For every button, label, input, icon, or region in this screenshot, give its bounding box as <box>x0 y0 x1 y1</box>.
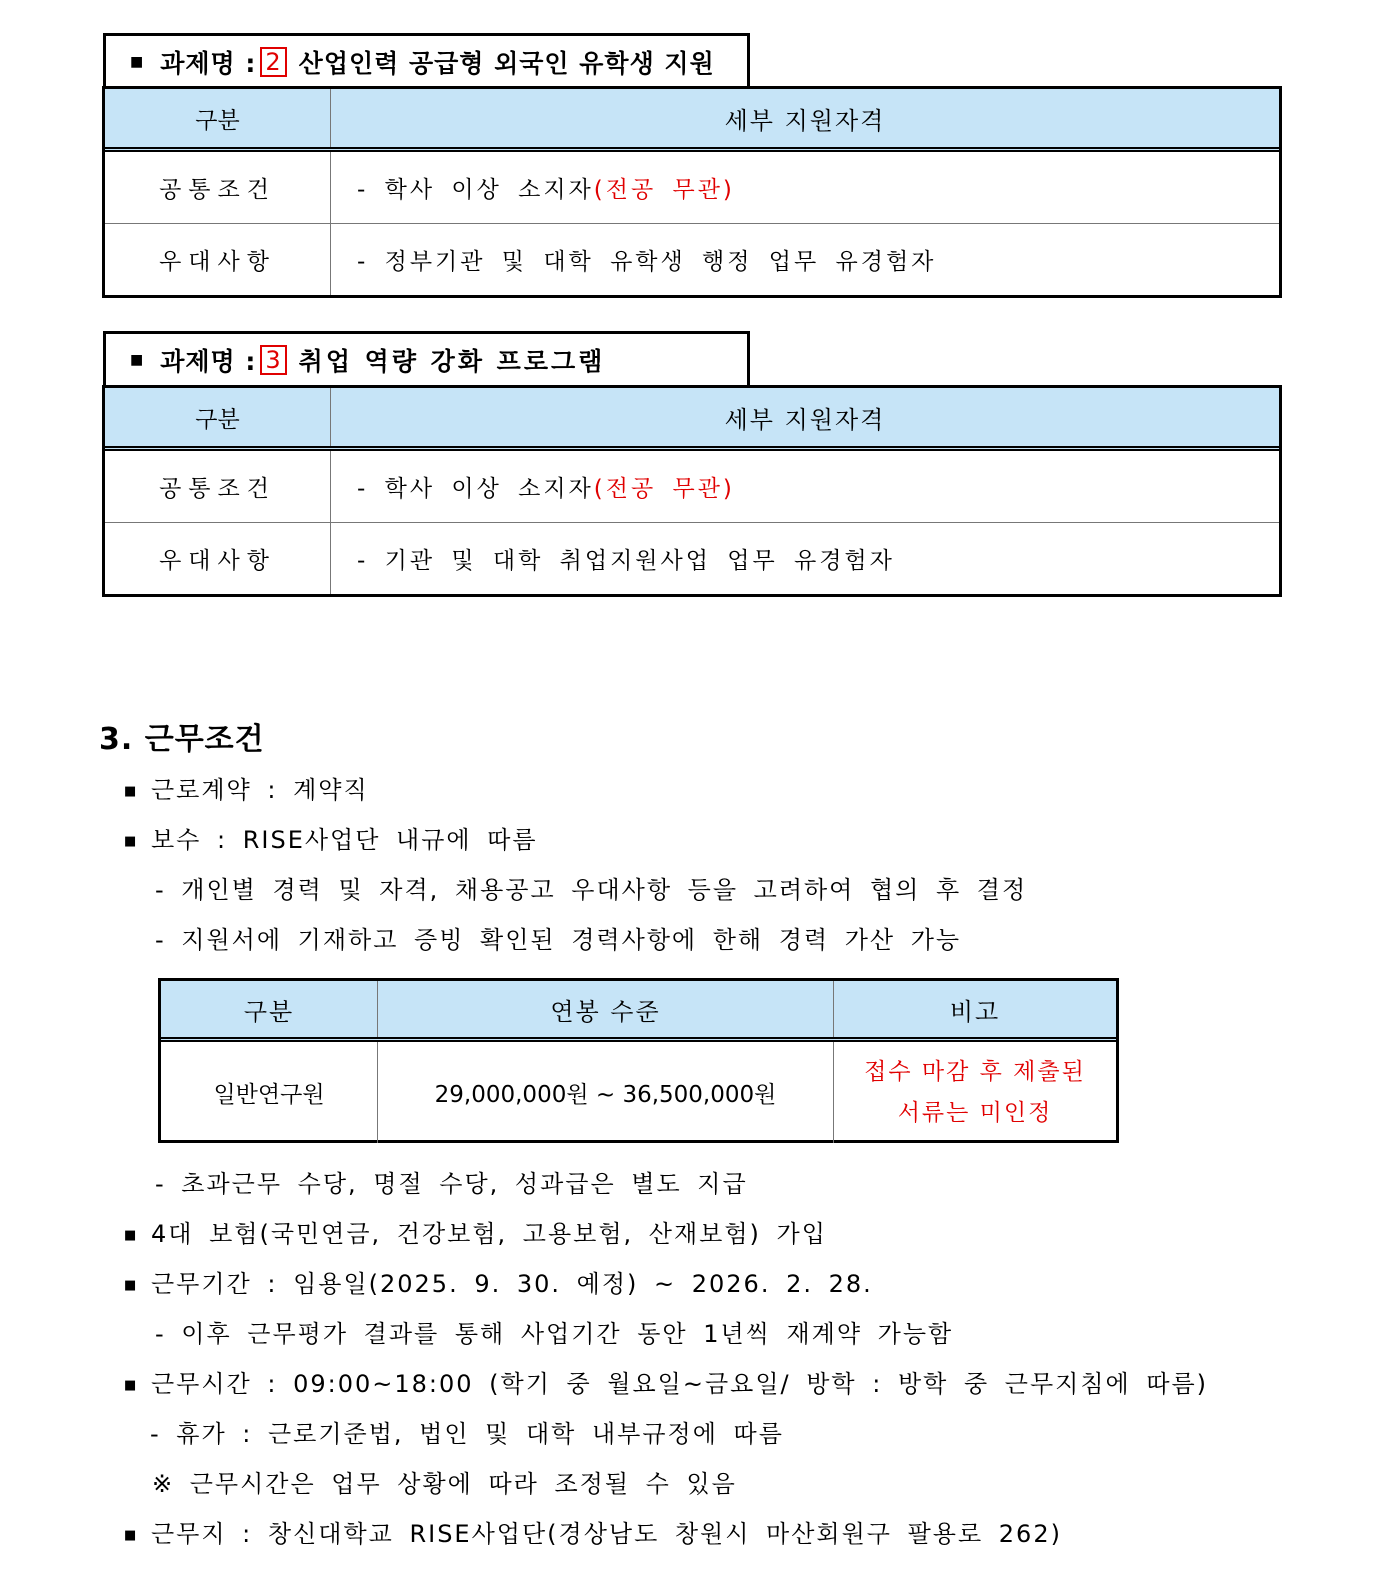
salary-note-line-1: 접수 마감 후 제출된 <box>864 1058 1086 1085</box>
bullet-icon: ■ <box>124 1377 139 1393</box>
header-category: 구분 <box>105 388 331 446</box>
table-row <box>105 451 1279 522</box>
requirement-text: - 학사 이상 소지자 <box>357 177 594 203</box>
list-item-insurance <box>124 1214 827 1249</box>
bullet-icon: ■ <box>124 833 139 849</box>
table-header <box>105 89 1279 152</box>
bullet-icon: ■ <box>124 1277 139 1293</box>
table-header <box>161 981 1116 1042</box>
table-row <box>161 1042 1116 1143</box>
list-item-contract <box>124 770 369 805</box>
row-category: 우대사항 <box>105 523 331 594</box>
header-details: 세부 지원자격 <box>724 106 886 135</box>
list-item-pay <box>124 820 538 855</box>
leave-text: - 휴가 : 근로기준법, 법인 및 대학 내부규정에 따름 <box>150 1420 784 1448</box>
table-row <box>105 152 1279 223</box>
period-text: 근무기간 : 임용일(2025. 9. 30. 예정) ~ 2026. 2. 28. <box>151 1270 873 1298</box>
row-text <box>331 523 1279 594</box>
header-category: 구분 <box>105 89 331 147</box>
salary-range: 29,000,000원 ~ 36,500,000원 <box>378 1042 834 1143</box>
task-name: 산업인력 공급형 외국인 유학생 지원 <box>298 49 715 78</box>
table-header <box>105 388 1279 451</box>
task-table-3 <box>102 385 1282 597</box>
requirement-note: (전공 무관) <box>593 177 735 203</box>
row-category: 우대사항 <box>105 224 331 295</box>
task-title-2 <box>103 33 750 88</box>
hours-text: 근무시간 : 09:00~18:00 (학기 중 월요일~금요일/ 방학 : 방학 중 근무지침에 따름) <box>151 1370 1209 1398</box>
list-item-location <box>124 1514 1062 1549</box>
bullet-icon: ■ <box>124 1227 139 1243</box>
bullet-icon: ■ <box>130 54 145 70</box>
requirement-text: - 학사 이상 소지자 <box>357 476 594 502</box>
requirement-text: - 기관 및 대학 취업지원사업 업무 유경험자 <box>357 548 895 574</box>
header-salary: 연봉 수준 <box>378 981 834 1037</box>
header-note: 비고 <box>949 997 1001 1026</box>
pay-sub-2: - 지원서에 기재하고 증빙 확인된 경력사항에 한해 경력 가산 가능 <box>155 926 962 954</box>
row-category: 공통조건 <box>105 152 331 223</box>
salary-note-line-2: 서류는 미인정 <box>897 1099 1053 1126</box>
salary-table <box>158 978 1119 1143</box>
pay-text: 보수 : RISE사업단 내규에 따름 <box>151 826 538 854</box>
section-title: 3. 근무조건 <box>99 722 265 757</box>
task-number: 2 <box>260 47 286 77</box>
table-row <box>105 223 1279 295</box>
list-item-hours <box>124 1364 1208 1399</box>
hours-note: ※ 근무시간은 업무 상황에 따라 조정될 수 있음 <box>152 1470 737 1498</box>
requirement-text: - 정부기관 및 대학 유학생 행정 업무 유경험자 <box>357 249 937 275</box>
pay-sub-1: - 개인별 경력 및 자격, 채용공고 우대사항 등을 고려하여 협의 후 결정 <box>155 876 1028 904</box>
bullet-icon: ■ <box>130 352 145 368</box>
header-category: 구분 <box>161 981 378 1037</box>
insurance-text: 4대 보험(국민연금, 건강보험, 고용보험, 산재보험) 가입 <box>151 1220 827 1248</box>
header-details: 세부 지원자격 <box>724 405 886 434</box>
location-text: 근무지 : 창신대학교 RISE사업단(경상남도 창원시 마산회원구 팔용로 262) <box>151 1520 1062 1548</box>
task-title-3 <box>103 331 750 386</box>
bullet-icon: ■ <box>124 783 139 799</box>
task-table-2 <box>102 86 1282 298</box>
row-text <box>331 152 1279 223</box>
task-number: 3 <box>260 345 286 375</box>
table-row <box>105 522 1279 594</box>
bullet-icon: ■ <box>124 1527 139 1543</box>
requirement-note: (전공 무관) <box>593 476 735 502</box>
row-text <box>331 224 1279 295</box>
salary-note <box>834 1042 1116 1143</box>
row-category: 공통조건 <box>105 451 331 522</box>
extra-pay: - 초과근무 수당, 명절 수당, 성과급은 별도 지급 <box>155 1170 748 1198</box>
salary-category: 일반연구원 <box>161 1042 378 1143</box>
row-text <box>331 451 1279 522</box>
task-name: 취업 역량 강화 프로그램 <box>298 347 606 376</box>
contract-text: 근로계약 : 계약직 <box>151 776 369 804</box>
task-label: 과제명 : <box>160 49 257 78</box>
list-item-period <box>124 1264 873 1299</box>
task-label: 과제명 : <box>160 347 257 376</box>
period-sub: - 이후 근무평가 결과를 통해 사업기간 동안 1년씩 재계약 가능함 <box>155 1320 954 1348</box>
